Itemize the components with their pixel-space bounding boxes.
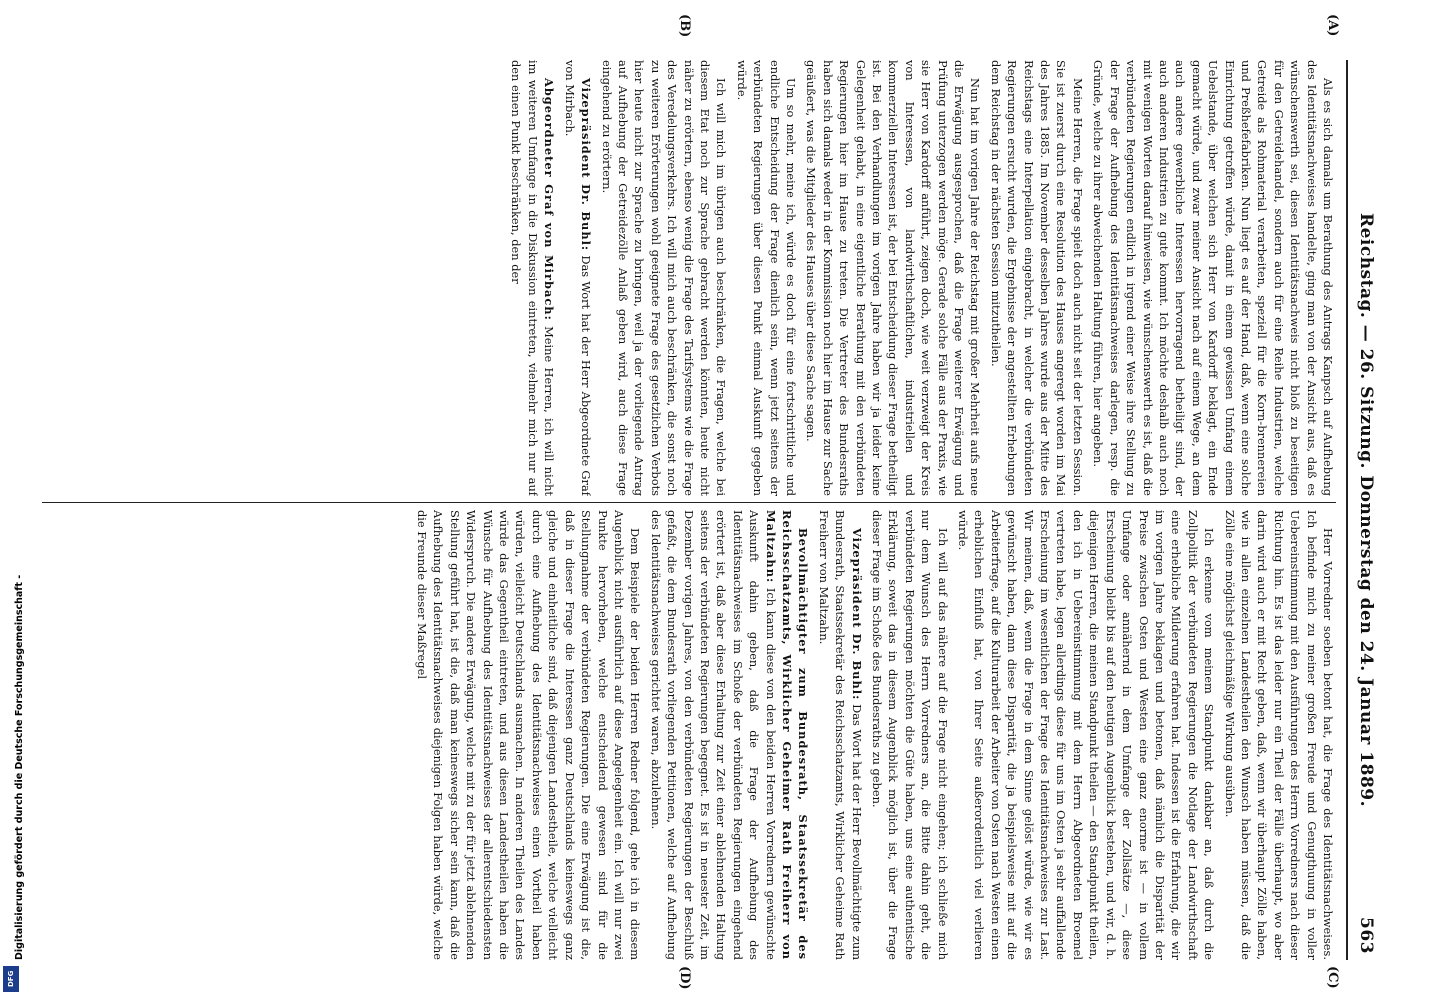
margin-marker-a: (A) [1325, 14, 1340, 37]
speech-text: Das Wort hat der Herr Abgeordnete Graf von Mirbach. [562, 60, 594, 496]
digitization-footer [0, 0, 24, 1000]
speaker-name: Bevollmächtigter zum Bundesrath, Staatssekretär des Reichsschatzamts, Wirklicher Geheimer Rath Freiherr von Maltzahn: [763, 510, 811, 960]
speaker-paragraph [815, 510, 864, 960]
paragraph: Als es sich damals um Berathung des Antrags Kanpsch auf Aufhebung des Identitätsnachweises handelte, ging man von der Ansicht aus, daß es wünschenswerth sei, diesen Identitätsnachweis nicht bloß zu beseitigen für den Getreidehandel, sondern auch für eine Reihe Industrien, welche Getreide als Rohmaterial verarbeiten, speziell für die Korn-brennereien und Preßhefefabriken. Nun liegt es auf der Hand, daß, wenn eine solche Einrichtung getroffen würde, damit in einem gewissen Umfang einem Uebelstande, über welchen sich Herr von Kardorff beklagt, ein Ende gemacht würde, und zwar meiner Ansicht nach auf einem Wege, an dem auch andere gewerbliche Interessen hervorragend betheiligt sind, der auch anderen Industrien zu gute kommt. Ich möchte deshalb auch noch mit wenigen Worten darauf hinweisen, wie wünschenswerth es ist, daß die verbündeten Regierungen endlich in irgend einer Weise ihre Stellung zu der Frage der Aufhebung des Identitätsnachweises darlegen, resp. die Gründe, welche zu ihrer abweichenden Haltung führen, hier angeben. [1091, 60, 1335, 496]
speech-text: Das Wort hat der Herr Bevollmächtigte zum Bundesrath, Staatssekretär des Reichsschatzamts, Wirklicher Geheime Rath Freiherr von Maltzahn. [816, 510, 864, 960]
column-divider [42, 502, 1336, 503]
dfg-logo: DFG [3, 966, 19, 992]
page-header [1346, 60, 1380, 960]
right-column [42, 510, 1336, 960]
paragraph: Ich will auf das nähere auf die Frage nicht eingehen; ich schließe mich nur dem Wunsch des Herrn Vorredners an, die Bitte dahin geht, die verbündeten Regierungen möchten die Güte haben, uns eine authentische Erklärung, soweit das in diesem Augenblick möglich ist, über die Frage dieser Frage im Schoße des Bundesraths zu geben. [870, 510, 950, 960]
paragraph: Um so mehr, meine ich, würde es doch für eine fortschrittliche und endliche Entscheidung der Frage dienlich sein, wenn jetzt seitens der verbündeten Regierungen über diesen Punkt einmal Auskunft gegeben würde. [734, 60, 798, 496]
page-number: 563 [1356, 917, 1376, 954]
speaker-paragraph [647, 510, 811, 960]
digitization-credit: Digitalisierung gefördert durch die Deutsche Forschungsgemeinschaft - [14, 574, 25, 960]
left-column [42, 60, 1336, 496]
speaker-name: Abgeordneter Graf von Mirbach: [542, 78, 557, 321]
speaker-paragraph [508, 60, 557, 496]
paragraph: Nun hat im vorigen Jahre der Reichstag mit großer Mehrheit aufs neue die Erwägung ausgesprochen, daß die Frage weiterer Erwägung und Prüfung unterzogen werden möge. Gerade solche Fälle aus der Praxis, wie sie Herr von Kardorff anführt, zeigen doch, wie weit verzweigt der Kreis von Interessen, von landwirthschaftlichen, industriellen und kommerziellen Interessen ist, der bei Entscheidung dieser Frage betheiligt ist. Bei den Verhandlungen im vorigen Jahre haben wir ja leider keine Gelegenheit gehabt, in eine eigentliche Berathung mit den verbündeten Regierungen hier im Hause zu treten. Die Vertreter des Bundesraths haben sich damals weder in der Kommission noch hier im Hause zur Sache geäußert, was die Mitglieder des Hauses über diese Sache sagen. [804, 60, 983, 496]
rotated-page [2, 0, 1392, 1000]
speaker-name: Vizepräsident Dr. Buhl: [849, 528, 864, 701]
paragraph: Ich will mich im übrigen auch beschränken, die Fragen, welche bei diesem Etat noch zur Sprache gebracht werden könnten, heute nicht näher zu erörtern, ebenso wenig die Frage des Tarifsystems wie die Frage des Veredelungsverkehrs. Ich will mich auch beschränken, die sonst noch zu weiteren Erörterungen wohl geeignete Frage des gesetzlichen Verbots hier heute nicht zur Sprache zu bringen, weil ja der vorliegende Antrag auf Aufhebung der Getreidezölle Anlaß geben wird, auch diese Frage eingehend zu erörtern. [599, 60, 729, 496]
paragraph: Herr Vorredner soeben betont hat, die Frage des Identitätsnachweises. Ich befinde mich zu meiner großen Freude und Genugthuung in voller Uebereinstimmung mit den Ausführungen des Herrn Vorredners nach dieser Richtung hin. Es ist das leider nur ein Theil der Fälle überhaupt, wo aber darin wird auch er mit Recht geben, daß, wenn wir überhaupt Zölle haben, wie in allen einzelnen Landestheilen den Wunsch haben müssen, daß die Zölle eine möglichst gleichmäßige Wirkung ausüben. [1222, 510, 1335, 960]
speaker-paragraph [561, 60, 594, 496]
header-title: Reichstag. — 26. Sitzung. Donnerstag den 24. Januar 1889. [1356, 212, 1376, 808]
speech-text: Meine Herren, ich will nicht im weiteren Umfange in die Diskussion eintreten, vielmehr mich nur auf den einen Punkt beschränken, den der [509, 60, 557, 496]
paragraph: Meine Herren, die Frage spielt doch auch nicht seit der letzten Session. Sie ist zuerst durch eine Resolution des Hauses angeregt worden im Mai des Jahres 1885. Im November desselben Jahres wurde aus der Mitte des Reichstags eine Interpellation eingebracht, in welcher die verbündeten Regierungen ersucht wurden, die Ergebnisse der angestellten Erhebungen dem Reichstag in der nächsten Session mitzutheilen. [988, 60, 1085, 496]
margin-marker-d: (D) [677, 966, 692, 990]
paragraph: Ich erkenne vom meinem Standpunkt dankbar an, daß durch die Zollpolitik der verbündeten Regierungen die Notlage der Landwirthschaft eine erhebliche Milderung erfahren hat. Indessen ist die Erfahrung, die wir im vorigen Jahre beklagen und betonen, daß nämlich die Disparität der Preise zwischen Osten und Westen eine ganz enorme ist — in vollem Umfange oder annähernd in dem Umfange der Zollsätze —, diese Erscheinung bleibt bis auf den heutigen Augenblick bestehen, und wir, d. h. diejenigen Herren, die meinen Standpunkt theilen — den Standpunkt theilen, den ich in Uebereinstimmung mit dem Herrn Abgeordneten Broemel vertreten habe, legen allerdings diese für uns im Osten ja sehr auffallende Erscheinung im wesentlichen der Frage des Identitätsnachweises zur Last. Wir meinen, daß, wenn die Frage in dem Sinne gelöst würde, wie wir es gewünscht haben, dann diese Disparität, die ja beispielsweise mit auf die Arbeiterfrage, auf die Kulturarbeit der Arbeiter von Osten nach Westen einen erheblichen Einfluß hat, von Ihrer Seite außerordentlich viel verlieren würde. [956, 510, 1217, 960]
speaker-name: Vizepräsident Dr. Buhl: [579, 78, 594, 252]
margin-marker-c: (C) [1325, 966, 1340, 989]
speech-text: Ich kann diese von den beiden Herren Vorrednern gewünschte Auskunft dahin geben, daß die Frage der Aufhebung des Identitätsnachweises im Schoße der verbündeten Regierungen eingehend erörtert ist, daß aber diese Erhaltung zur Zeit einer ablehnenden Haltung seitens der verbündeten Regierungen begegnet. Es ist in neuester Zeit, im Dezember vorigen Jahres, von den verbündeten Regierungen der Beschluß gefaßt, die dem Bundesrath vorliegenden Petitionen, welche auf Aufhebung des Identitätsnachweises gerichtet waren, abzulehnen. [648, 510, 778, 960]
paragraph: Dem Beispiele der beiden Herren Redner folgend, gehe ich in diesem Augenblick nicht ausführlich auf diese Angelegenheit ein. Ich will nur zwei Punkte hervorheben, welche entscheidend gewesen sind für die Stellungnahme der verbündeten Regierungen. Die eine Erwägung ist die, daß in dieser Frage die Interessen ganz Deutschlands keineswegs ganz gleiche und einheitliche sind, daß diejenigen Landestheile, welche vielleicht durch eine Aufhebung des Identitätsnachweises einen Vortheil haben würden, vielleicht Deutschlands ausmachen. In anderen Theilen des Landes würde das Gegentheil eintreten, und aus diesen Landestheilen haben die Wünsche für Aufhebung des Identitätsnachweises der allerentschiedensten Widerspruch. Die andere Erwägung, welche mit zu der für jetzt ablehnenden Stellung geführt hat, ist die, daß man keineswegs sicher sein kann, daß die Aufhebung des Identitätsnachweises diejenigen Folgen haben würde, welche die Freunde dieser Maßregel [415, 510, 643, 960]
margin-marker-b: (B) [677, 14, 692, 38]
